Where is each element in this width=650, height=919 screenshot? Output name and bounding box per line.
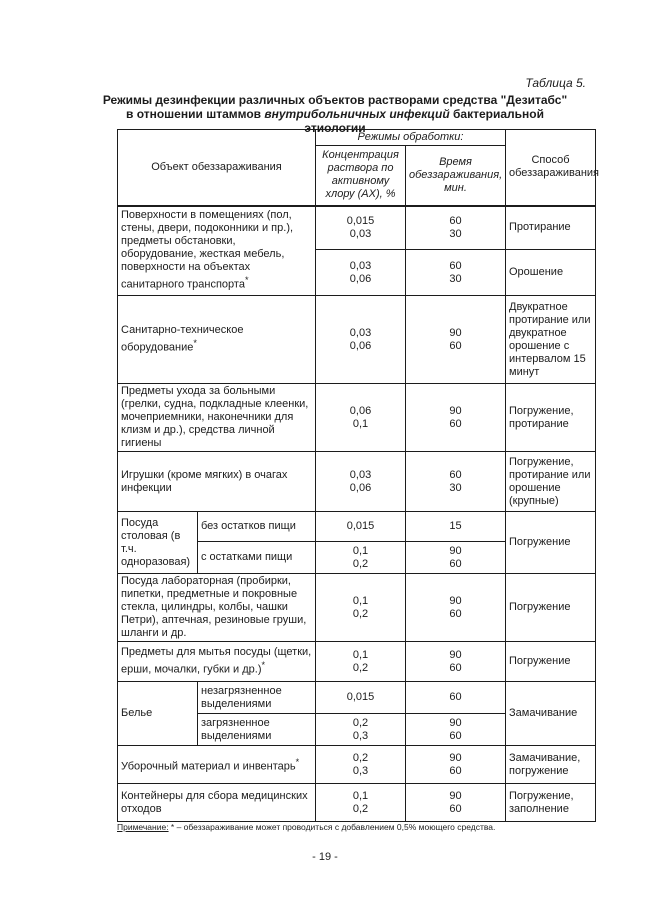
- table-row: [118, 384, 596, 452]
- row-concentration: 0,03 0,06: [316, 250, 406, 296]
- table-row: [118, 452, 596, 512]
- row-time: 60: [406, 682, 506, 714]
- row-method: Погружение, заполнение: [506, 784, 596, 822]
- row-method: Погружение: [506, 642, 596, 682]
- row-subobject: незагрязненное выделениями: [198, 682, 316, 714]
- table-row: [118, 746, 596, 784]
- table-row: [118, 682, 596, 714]
- footnote-mark: *: [261, 660, 266, 671]
- object-text: Уборочный материал и инвентарь: [121, 760, 296, 773]
- row-concentration: 0,015: [316, 512, 406, 542]
- row-object-care: Предметы ухода за больными (грелки, судна, подкладные клеенки, мочеприемники, наконечники для клизм и др.), средства личной гигиены: [118, 384, 316, 452]
- table-row: [118, 574, 596, 642]
- row-concentration: 0,1 0,2: [316, 574, 406, 642]
- header-time: Время обеззараживания, мин.: [406, 146, 506, 206]
- row-time: 90 60: [406, 784, 506, 822]
- row-method: Орошение: [506, 250, 596, 296]
- row-object-lab: Посуда лабораторная (пробирки, пипетки, предметные и покровные стекла, цилиндры, колбы, чашки Петри), аптечная, резиновые груши, шланги и др.: [118, 574, 316, 642]
- footnote-mark: *: [193, 338, 197, 349]
- row-method: Замачивание: [506, 682, 596, 746]
- page-number: - 19 -: [312, 851, 338, 863]
- row-method: Протирание: [506, 206, 596, 250]
- title-line-2-start: в отношении штаммов: [125, 107, 265, 121]
- row-method: Погружение: [506, 574, 596, 642]
- header-object: Объект обеззараживания: [118, 130, 316, 206]
- row-object-waste: Контейнеры для сбора медицинских отходов: [118, 784, 316, 822]
- row-object-toys: Игрушки (кроме мягких) в очагах инфекции: [118, 452, 316, 512]
- table-row: [118, 206, 596, 250]
- row-concentration: 0,1 0,2: [316, 542, 406, 574]
- row-time: 90 60: [406, 384, 506, 452]
- row-object-linen: Белье: [118, 682, 198, 746]
- header-row: [118, 130, 596, 146]
- row-method: Погружение, протирание: [506, 384, 596, 452]
- row-object-surfaces: [118, 206, 316, 296]
- row-time: 15: [406, 512, 506, 542]
- row-time: 90 60: [406, 296, 506, 384]
- disinfection-table: [117, 129, 600, 822]
- title-line-2-italic: внутрибольничных инфекций: [264, 107, 450, 121]
- row-subobject: загрязненное выделениями: [198, 714, 316, 746]
- row-time: 60 30: [406, 452, 506, 512]
- footnote-mark: *: [295, 756, 300, 767]
- table-row: [118, 784, 596, 822]
- footnote: [117, 822, 495, 832]
- row-concentration: 0,015 0,03: [316, 206, 406, 250]
- table-row: [118, 512, 596, 542]
- row-time: 90 60: [406, 746, 506, 784]
- row-time: 60 30: [406, 206, 506, 250]
- row-time: 90 60: [406, 542, 506, 574]
- row-concentration: 0,03 0,06: [316, 452, 406, 512]
- footnote-mark: *: [244, 275, 249, 286]
- row-object-wash: [118, 642, 316, 682]
- row-time: 60 30: [406, 250, 506, 296]
- row-concentration: 0,1 0,2: [316, 784, 406, 822]
- row-subobject: с остатками пищи: [198, 542, 316, 574]
- row-concentration: 0,1 0,2: [316, 642, 406, 682]
- table-row: [118, 642, 596, 682]
- row-concentration: 0,2 0,3: [316, 746, 406, 784]
- header-concentration: Концентрация раствора по активному хлору (АХ), %: [316, 146, 406, 206]
- row-concentration: 0,06 0,1: [316, 384, 406, 452]
- row-object-sanitary: [118, 296, 316, 384]
- object-text: Предметы для мытья посуды (щетки, ерши, мочалки, губки и др.): [121, 646, 312, 676]
- row-method: Погружение, протирание или орошение (крупные): [506, 452, 596, 512]
- header-regimes: Режимы обработки:: [316, 130, 506, 146]
- object-text: Санитарно-техническое оборудование: [121, 324, 244, 354]
- title-line-1: Режимы дезинфекции различных объектов растворами средства "Дезитабс": [102, 93, 568, 107]
- row-method: Замачивание, погружение: [506, 746, 596, 784]
- object-text: Поверхности в помещениях (пол, стены, двери, подоконники и пр.), предметы обстановки, оборудование, жесткая мебель, поверхности на объектах санитарного транспорта: [121, 209, 294, 292]
- row-object-dishes: Посуда столовая (в т.ч. одноразовая): [118, 512, 198, 574]
- row-concentration: 0,03 0,06: [316, 296, 406, 384]
- table-number: Таблица 5.: [525, 76, 586, 90]
- row-method: Погружение: [506, 512, 596, 574]
- row-concentration: 0,015: [316, 682, 406, 714]
- row-method: Двукратное протирание или двукратное орошение с интервалом 15 минут: [506, 296, 596, 384]
- row-time: 90 60: [406, 642, 506, 682]
- table-row: [118, 296, 596, 384]
- note-label: Примечание:: [117, 822, 169, 832]
- row-time: 90 60: [406, 574, 506, 642]
- title-line-2-end: бактериальной этиологии: [304, 107, 544, 135]
- row-subobject: без остатков пищи: [198, 512, 316, 542]
- row-time: 90 60: [406, 714, 506, 746]
- row-object-cleaning: [118, 746, 316, 784]
- row-concentration: 0,2 0,3: [316, 714, 406, 746]
- note-text: * – обеззараживание может проводиться с добавлением 0,5% моющего средства.: [168, 822, 496, 832]
- header-method: Способ обеззараживания: [506, 130, 596, 206]
